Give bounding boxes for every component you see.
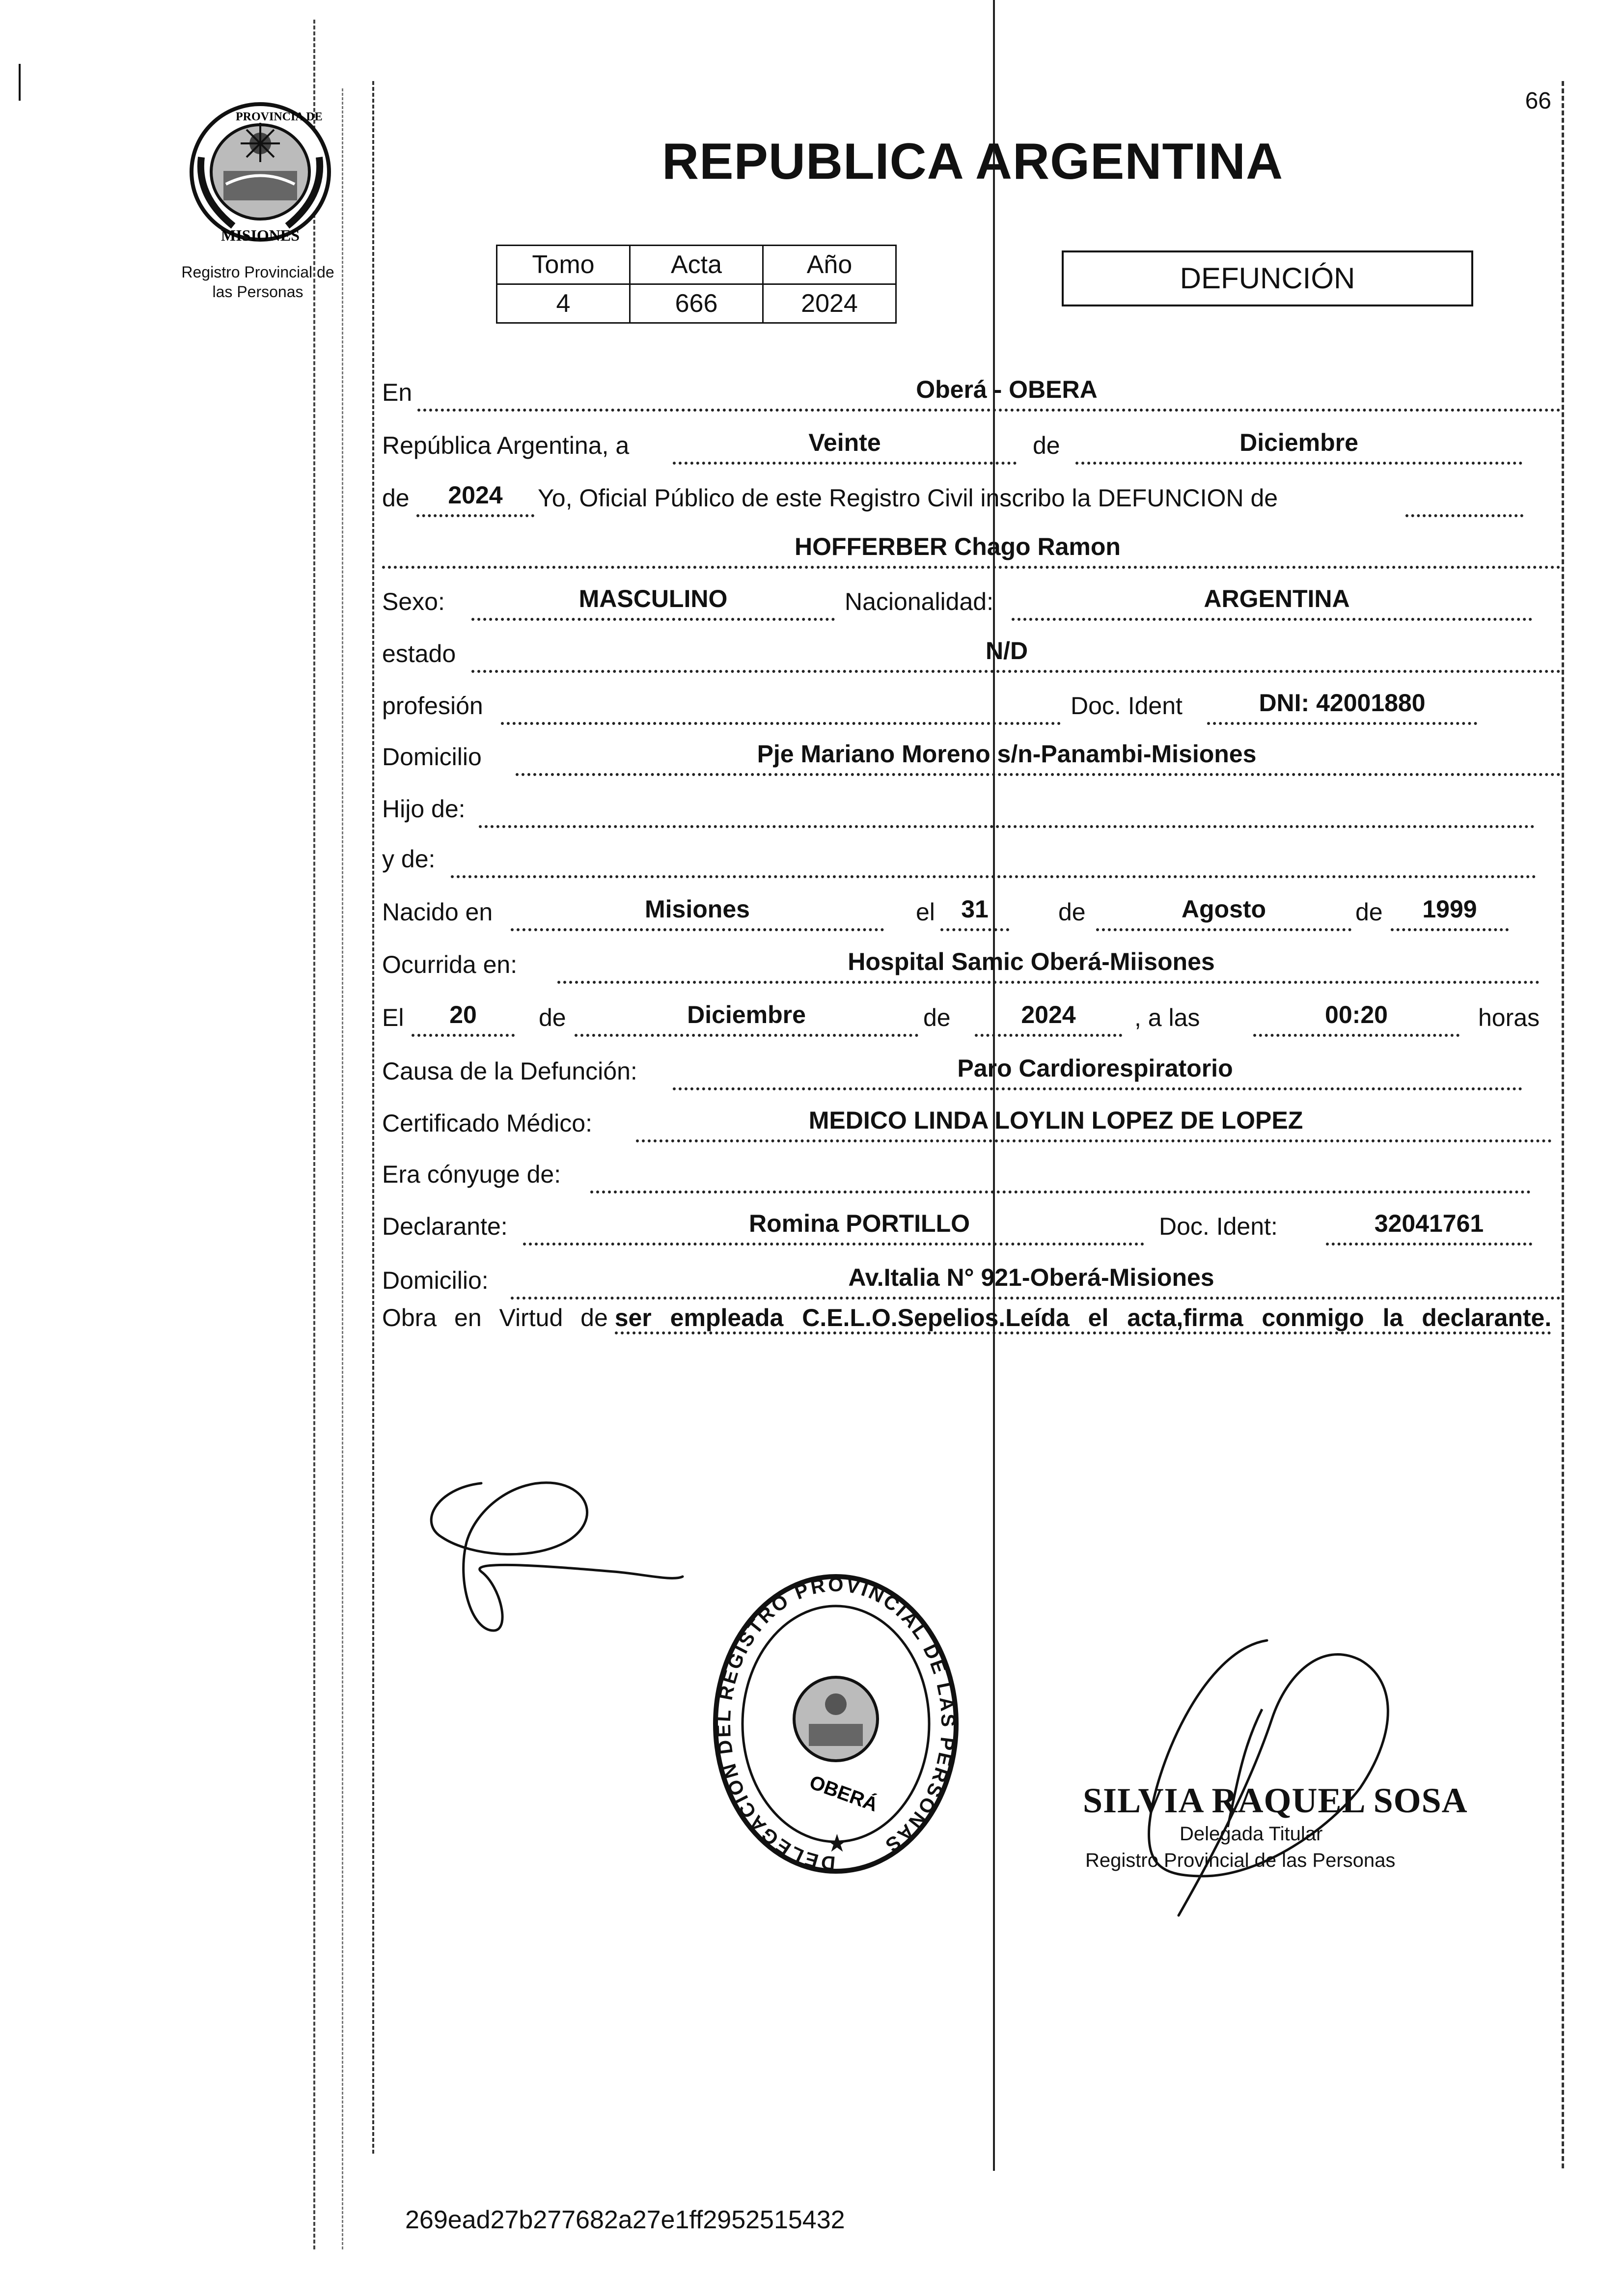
document-type-box: DEFUNCIÓN	[1062, 250, 1473, 306]
sexo-value: MASCULINO	[578, 585, 728, 612]
cert-line	[636, 1139, 1552, 1142]
doc-ident-line	[1207, 722, 1477, 725]
de-label-4: de	[1355, 898, 1383, 926]
def-mes-line	[575, 1034, 918, 1037]
domicilio-value: Pje Mariano Moreno s/n-Panambi-Misiones	[757, 740, 1257, 768]
deceased-name-line	[382, 566, 1561, 569]
seal-ring-text: DELEGACION DEL REGISTRO PROVINCIAL DE LAS PERSONAS	[713, 1574, 959, 1874]
de-label-6: de	[923, 1004, 951, 1031]
causa-value: Paro Cardiorespiratorio	[957, 1054, 1233, 1082]
el2-label: El	[382, 1004, 404, 1031]
logo-text-bottom: MISIONES	[221, 226, 300, 244]
def-dia-line	[412, 1034, 515, 1037]
anio-label: Año	[763, 246, 896, 284]
profesion-label: profesión	[382, 692, 483, 720]
nacido-dia-line	[940, 928, 1009, 931]
conyuge-label: Era cónyuge de:	[382, 1161, 561, 1188]
center-fold-line	[993, 0, 995, 2171]
nacionalidad-value: ARGENTINA	[1204, 585, 1350, 612]
yo-text: Yo, Oficial Público de este Registro Civil inscribo la DEFUNCION de	[538, 484, 1278, 512]
anio-value: 2024	[763, 284, 896, 323]
def-anio: 2024	[1021, 1001, 1076, 1028]
republica-label: República Argentina, a	[382, 432, 630, 459]
declarante-signature	[408, 1454, 712, 1660]
domicilio-label: Domicilio	[382, 743, 482, 771]
estado-value: N/D	[985, 637, 1028, 665]
decl-dom-label: Domicilio:	[382, 1267, 489, 1294]
nacido-anio-line	[1391, 928, 1509, 931]
tomo-value: 4	[497, 284, 630, 323]
hijo-label: Hijo de:	[382, 795, 466, 823]
estado-line	[471, 670, 1561, 673]
decl-dom-line	[511, 1297, 1561, 1300]
nacido-lugar-line	[511, 928, 884, 931]
hijo-line	[479, 825, 1535, 828]
registry-caption-line1: Registro Provincial de	[181, 263, 334, 281]
horas-label: horas	[1478, 1004, 1540, 1031]
domicilio-line	[516, 773, 1561, 776]
de-label-2: de	[382, 484, 410, 512]
registry-caption-line2: las Personas	[212, 283, 303, 301]
de-label-5: de	[539, 1004, 566, 1031]
page-number: 66	[1525, 88, 1551, 114]
def-mes: Diciembre	[687, 1001, 806, 1028]
nacido-mes-line	[1096, 928, 1351, 931]
year-value: 2024	[448, 481, 503, 509]
day-words: Veinte	[808, 429, 881, 456]
acta-label: Acta	[630, 246, 763, 284]
form-right-border	[1562, 81, 1564, 2168]
nacido-dia: 31	[961, 895, 989, 923]
province-logo	[187, 98, 334, 246]
declarante-label: Declarante:	[382, 1213, 508, 1240]
registry-caption	[157, 262, 358, 302]
en-label: En	[382, 379, 413, 406]
ocurrida-line	[557, 981, 1540, 984]
cert-label: Certificado Médico:	[382, 1109, 592, 1137]
obra-value: ser empleada C.E.L.O.Sepelios.Leída el acta,firma conmigo la declarante.	[615, 1304, 1552, 1334]
year-line	[416, 514, 534, 517]
official-role: Delegada Titular	[1180, 1823, 1323, 1845]
conyuge-line	[590, 1191, 1531, 1193]
nacionalidad-line	[1012, 618, 1532, 621]
def-anio-line	[975, 1034, 1122, 1037]
obra-label: Obra en Virtud de	[382, 1304, 608, 1331]
reference-table	[496, 245, 897, 324]
y-de-label: y de:	[382, 845, 436, 873]
deceased-name: HOFFERBER Chago Ramon	[795, 533, 1121, 560]
seal-city: OBERÁ	[806, 1771, 881, 1816]
profesion-line	[501, 722, 1061, 725]
def-hora: 00:20	[1325, 1001, 1388, 1028]
month-words-line	[1075, 462, 1522, 465]
de-label-1: de	[1033, 432, 1060, 459]
decl-doc-line	[1326, 1243, 1532, 1246]
doc-ident-value: DNI: 42001880	[1259, 689, 1426, 717]
binding-dash-line-2	[342, 88, 343, 2249]
y-de-line	[451, 875, 1536, 878]
ocurrida-value: Hospital Samic Oberá-Miisones	[848, 948, 1215, 975]
de-label-3: de	[1058, 898, 1086, 926]
acta-value: 666	[630, 284, 763, 323]
causa-line	[673, 1087, 1522, 1090]
nacido-lugar: Misiones	[645, 895, 750, 923]
left-binding-line	[19, 64, 21, 101]
causa-label: Causa de la Defunción:	[382, 1057, 637, 1085]
def-dia: 20	[449, 1001, 477, 1028]
ocurrida-label: Ocurrida en:	[382, 951, 518, 978]
def-hora-line	[1253, 1034, 1459, 1037]
sexo-label: Sexo:	[382, 588, 445, 615]
nacido-mes: Agosto	[1181, 895, 1266, 923]
declarante-value: Romina PORTILLO	[749, 1210, 970, 1237]
cert-value: MEDICO LINDA LOYLIN LOPEZ DE LOPEZ	[808, 1107, 1303, 1134]
el-label: el	[916, 898, 935, 926]
obra-paragraph	[382, 1302, 1561, 1334]
official-org: Registro Provincial de las Personas	[1085, 1850, 1396, 1871]
decl-dom-value: Av.Italia N° 921-Oberá-Misiones	[848, 1264, 1214, 1291]
doc-ident-label: Doc. Ident	[1071, 692, 1183, 720]
document-hash: 269ead27b277682a27e1ff2952515432	[405, 2206, 845, 2234]
decl-doc-label: Doc. Ident:	[1159, 1213, 1278, 1240]
estado-label: estado	[382, 640, 456, 667]
seal-star-icon: ★	[826, 1829, 848, 1857]
month-words: Diciembre	[1239, 429, 1358, 456]
declarante-line	[523, 1243, 1144, 1246]
tomo-label: Tomo	[497, 246, 630, 284]
official-seal	[708, 1567, 963, 1881]
sexo-line	[471, 618, 835, 621]
official-name: SILVIA RAQUEL SOSA	[1083, 1781, 1468, 1820]
logo-text-top: PROVINCIA DE	[236, 111, 323, 123]
en-value: Oberá - OBERA	[916, 376, 1098, 403]
form-left-border	[372, 81, 374, 2154]
nacido-anio: 1999	[1422, 895, 1477, 923]
nacido-label: Nacido en	[382, 898, 493, 926]
en-line	[417, 409, 1561, 412]
document-title: REPUBLICA ARGENTINA	[662, 133, 1284, 190]
binding-dash-line-1	[313, 20, 315, 2249]
decl-doc-value: 32041761	[1374, 1210, 1484, 1237]
yo-tail-line	[1405, 514, 1523, 517]
nacionalidad-label: Nacionalidad:	[845, 588, 993, 615]
a-las-label: , a las	[1134, 1004, 1200, 1031]
official-signature	[1056, 1572, 1459, 1925]
day-words-line	[673, 462, 1017, 465]
